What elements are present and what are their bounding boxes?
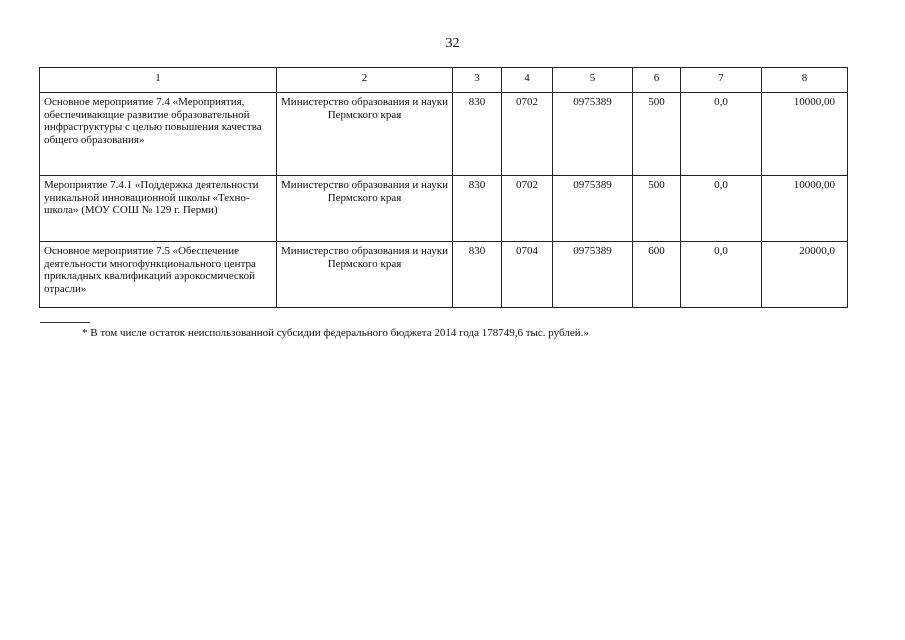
- column-header: 7: [681, 68, 762, 93]
- cell-col3: 830: [453, 176, 502, 242]
- cell-col8: 10000,00: [762, 176, 848, 242]
- cell-col5: 0975389: [553, 242, 633, 308]
- column-header: 2: [277, 68, 453, 93]
- responsible-organization: Министерство образования и науки Пермского края: [277, 176, 453, 242]
- header-row: [40, 68, 848, 93]
- cell-col4: 0702: [502, 176, 553, 242]
- cell-col8: 10000,00: [762, 93, 848, 176]
- column-header: 3: [453, 68, 502, 93]
- cell-col8: 20000,0: [762, 242, 848, 308]
- column-header: 1: [40, 68, 277, 93]
- responsible-organization: Министерство образования и науки Пермского края: [277, 242, 453, 308]
- activity-description: Мероприятие 7.4.1 «Поддержка деятельности уникальной инновационной школы «Техно-школа» (МОУ СОШ № 129 г. Перми): [40, 176, 277, 242]
- cell-col6: 500: [633, 93, 681, 176]
- table-row: [40, 93, 848, 176]
- table-row: [40, 176, 848, 242]
- cell-col3: 830: [453, 93, 502, 176]
- cell-col5: 0975389: [553, 176, 633, 242]
- activity-description: Основное мероприятие 7.5 «Обеспечение деятельности многофункционального центра прикладных квалификаций аэрокосмической отрасли»: [40, 242, 277, 308]
- cell-col6: 600: [633, 242, 681, 308]
- page-number: 32: [445, 36, 460, 51]
- table-row: [40, 242, 848, 308]
- column-header: 4: [502, 68, 553, 93]
- footnote-separator: [40, 322, 90, 323]
- footnote: * В том числе остаток неиспользованной субсидии федерального бюджета 2014 года 178749,6 тыс. рублей.»: [82, 327, 589, 339]
- cell-col4: 0702: [502, 93, 553, 176]
- cell-col7: 0,0: [681, 93, 762, 176]
- cell-col6: 500: [633, 176, 681, 242]
- cell-col5: 0975389: [553, 93, 633, 176]
- column-header: 5: [553, 68, 633, 93]
- activity-description: Основное мероприятие 7.4 «Мероприятия, обеспечивающие развитие образовательной инфраструктуры с целью повышения качества общего образования»: [40, 93, 277, 176]
- cell-col4: 0704: [502, 242, 553, 308]
- responsible-organization: Министерство образования и науки Пермского края: [277, 93, 453, 176]
- column-header: 8: [762, 68, 848, 93]
- cell-col7: 0,0: [681, 242, 762, 308]
- column-header: 6: [633, 68, 681, 93]
- cell-col3: 830: [453, 242, 502, 308]
- cell-col7: 0,0: [681, 176, 762, 242]
- budget-table: [39, 67, 848, 308]
